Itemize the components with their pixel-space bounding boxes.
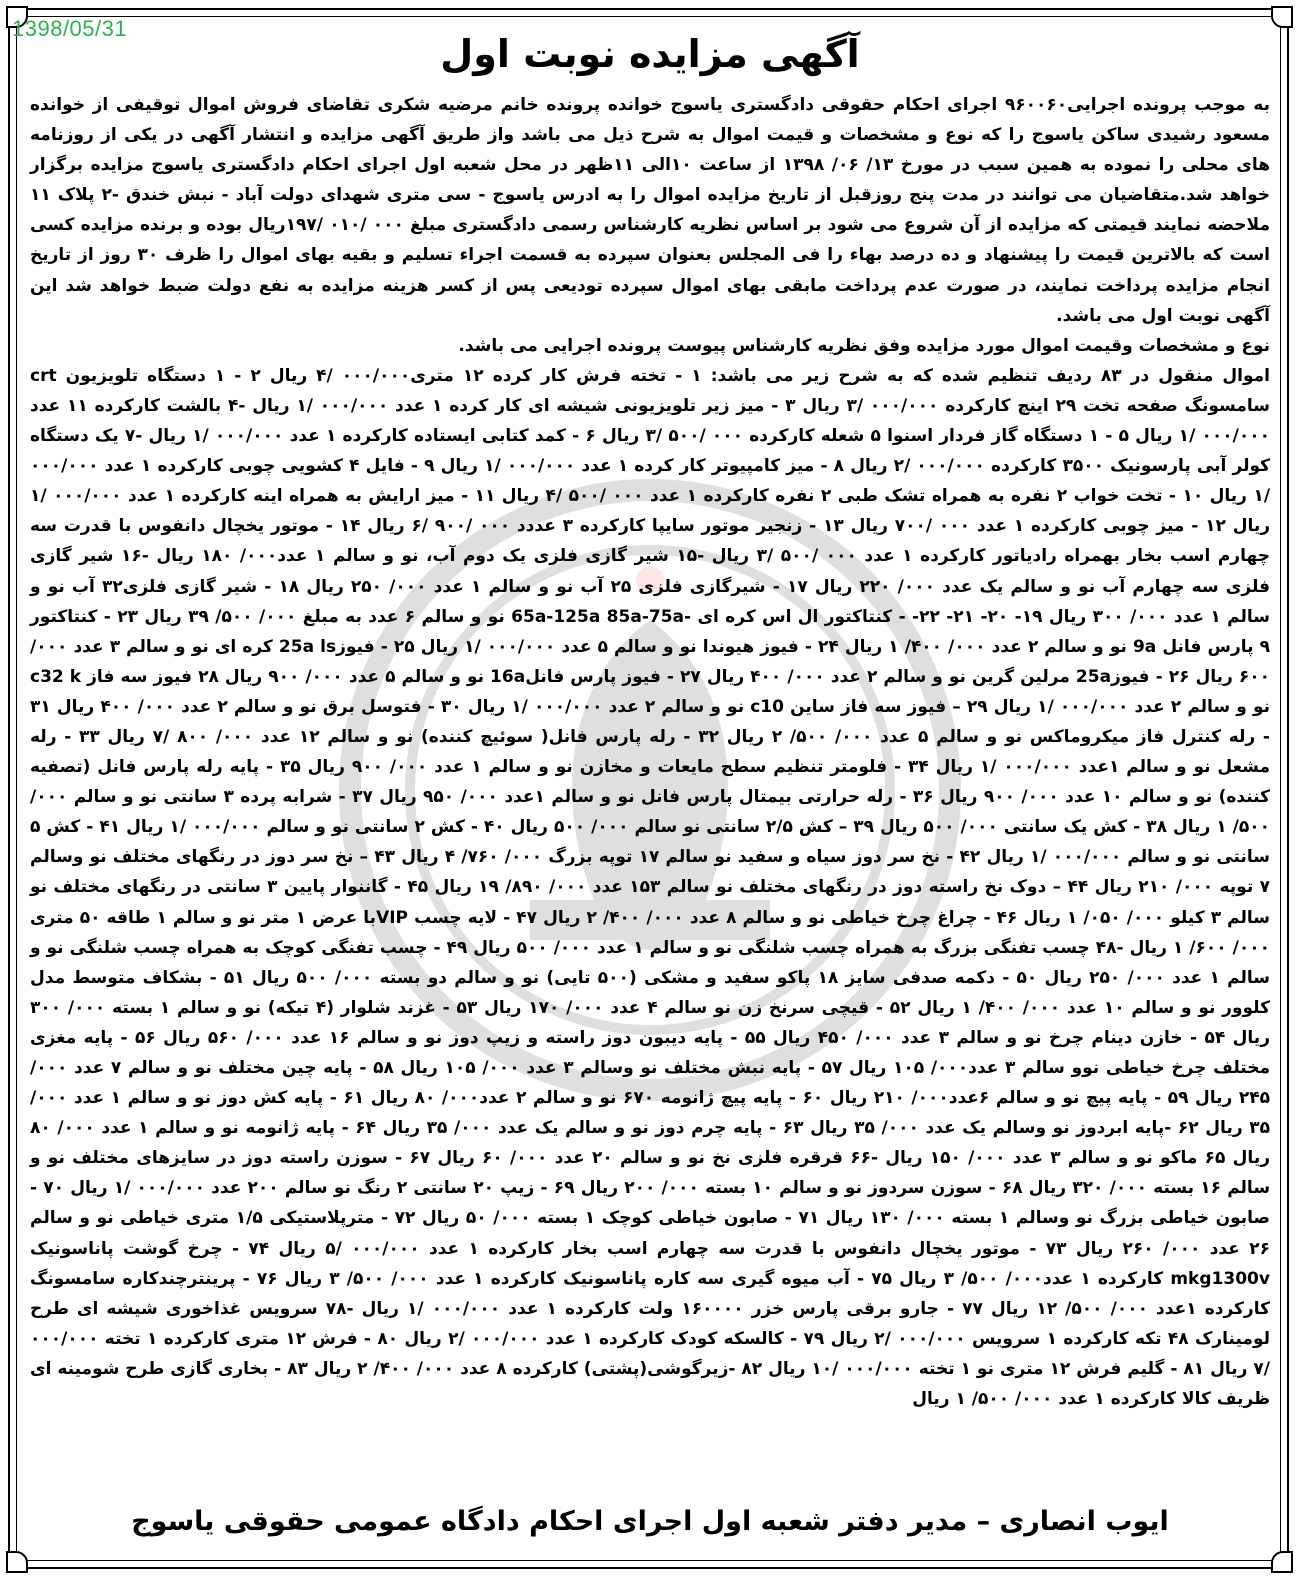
date-stamp: 1398/05/31	[12, 16, 128, 41]
notice-body	[30, 90, 1270, 1414]
page-title: آگهی مزایده نوبت اول	[440, 32, 860, 76]
specs-paragraph: نوع و مشخصات وقیمت اموال مورد مزایده وفق نظریه کارشناس پیوست پرونده اجرایی می باشد.	[458, 335, 1270, 356]
items-paragraph: اموال منقول در ۸۳ ردیف تنظیم شده که به شرح زیر می باشد: ۱ - تخته فرش کار کرده ۱۲ متری۰۰۰/۰۰۰ /۴ ریال ۲ - ۱ دستگاه تلویزیون crt سامسونگ صفحه تخت ۲۹ اینچ کارکرده ۰۰۰/۰۰۰ /۳ ریال ۳ - میز زیر تلویزیونی شیشه ای کار کرده ۱ عدد ۰۰۰/۰۰۰ /۱ ریال -۴ بالشت کارکرده ۱۱ عدد ۰۰۰/۰۰۰ /۱ ریال ۵ - ۱ دستگاه گاز فردار اسنوا ۵ شعله کارکرده ۰۰۰ /۵۰۰ /۳ ریال ۶ - کمد کتابی ایستاده کارکرده ۱ عدد ۰۰۰/۰۰۰ /۱ ریال -۷ یک دستگاه کولر آبی پارسونیک ۳۵۰۰ کارکرده ۰۰۰/۰۰۰ /۲ ریال ۸ - میز کامپیوتر کار کرده ۱ عدد ۰۰۰/۰۰۰ /۱ ریال ۹ - فایل ۴ کشویی چوبی کارکرده ۱ عدد ۰۰۰/۰۰۰ /۱ ریال ۱۰ - تخت خواب ۲ نفره به همراه تشک طبی ۲ نفره کارکرده ۱ عدد ۰۰۰ /۵۰۰ /۴ ریال ۱۱ - میز ارایش به همراه اینه کارکرده ۱ عدد ۰۰۰/۰۰۰ /۱ ریال ۱۲ - میز چوبی کارکرده ۱ عدد ۰۰۰ /۷۰۰ ریال ۱۳ - زنجیر موتور سایپا کارکرده ۳ عددد ۰۰۰ /۹۰۰ /۶ ریال ۱۴ - موتور یخچال دانفوس با قدرت سه چهارم اسب بخار بهمراه رادیاتور کارکرده ۱ عدد ۰۰۰ /۵۰۰ /۳ ریال -۱۵ شیر گازی فلزی یک دوم آب، نو و سالم ۱ عدد۰۰۰/ ۱۸۰ ریال -۱۶ شیر گازی فلزی سه چهارم آب نو و سالم یک عدد ۰۰۰/ ۲۲۰ ریال ۱۷ - شیرگازی فلزی ۲۵ آب نو و سالم ۱ عدد ۰۰۰/ ۲۵۰ ریال ۱۸ - شیر گازی فلزی۳۲ آب نو و سالم ۱ عدد ۰۰۰/ ۳۰۰ ریال ۱۹- ۲۰- ۲۱- ۲۲- - کنتاکتور ال اس کره ای -65a-125a 85a-75a نو و سالم ۶ عدد به مبلغ ۰۰۰/ ۵۰۰/ ۳۹ ریال ۲۳ - کنتاکتور ۹ پارس فانل 9a نو و سالم ۲ عدد ۰۰۰/ ۴۰۰/ ۱ ریال ۲۴ - فیوز هیوندا نو و سالم ۵ عدد ۰۰۰/۰۰۰ /۱ ریال ۲۵ - فیوز25a ls کره ای نو و سالم ۳ عدد ۰۰۰/ ۶۰۰ ریال ۲۶ - فیوز25a مرلین گرین نو و سالم ۲ عدد ۰۰۰/ ۴۰۰ ریال ۲۷ - فیوز پارس فانل16a نو و سالم ۵ عدد ۰۰۰/ ۹۰۰ ریال ۲۸ فیوز سه فاز c32 k نو و سالم ۲ عدد ۰۰۰/۰۰۰ /۱ ریال ۲۹ – فیوز سه فاز ساین c10 نو و سالم ۲ عدد ۰۰۰/۰۰۰ /۱ ریال ۳۰ - فتوسل برق نو و سالم ۲ عدد ۰۰۰/ ۴۰۰ ریال ۳۱ - رله کنترل فاز میکروماکس نو و سالم ۵ عدد ۰۰۰/ ۵۰۰/ ۲ ریال ۳۲ - رله پارس فانل( سوئیچ کننده) نو و سالم ۱۲ عدد ۰۰۰/ ۸۰۰ /۷ ریال ۳۳ - رله مشعل نو و سالم ۱عدد ۰۰۰/۰۰۰ /۱ ریال ۳۴ - فلومتر تنظیم سطح مایعات و مخازن نو و سالم ۱ عدد ۰۰۰/ ۹۰۰ ریال ۳۵ - پایه رله پارس فانل (تصفیه کننده) نو و سالم ۱۰ عدد ۰۰۰/ ۹۰۰ ریال ۳۶ - رله حرارتی بیمتال پارس فانل نو و سالم ۱عدد ۰۰۰/ ۹۵۰ ریال ۳۷ - شرابه پرده ۳ سانتی نو و سالم ۰۰۰/ ۵۰۰/ ۱ ریال ۳۸ - کش یک سانتی ۰۰۰/ ۵۰۰ ریال ۳۹ – کش ۲/۵ سانتی نو سالم ۰۰۰/ ۵۰۰ ریال ۴۰ - کش ۲ سانتی نو و سالم ۰۰۰/۰۰۰ /۱ ریال ۴۱ - کش ۵ سانتی نو و سالم ۰۰۰/۰۰۰ /۱ ریال ۴۲ - نخ سر دوز سیاه و سفید نو سالم ۱۷ توپه بزرگ ۰۰۰/ ۷۶۰/ ۴ ریال ۴۳ – نخ سر دوز در رنگهای مختلف نو وسالم ۷ توپه ۰۰۰/ ۲۱۰ ریال ۴۴ – دوک نخ راسته دوز در رنگهای مختلف نو سالم ۱۵۳ عدد ۰۰۰/ ۸۹۰/ ۱۹ ریال ۴۵ - گاننوار پایین ۳ سانتی در رنگهای مختلف نو سالم ۳ کیلو ۰۰۰/ ۰۵۰/ ۱ ریال ۴۶ - چراغ چرخ خیاطی نو و سالم ۸ عدد ۰۰۰/ ۴۰۰/ ۲ ریال ۴۷ - لایه چسب VIPبا عرض ۱ متر نو و سالم ۱ طاقه ۵۰ متری ۰۰۰/ ۶۰۰/ ۱ ریال -۴۸ چسب تفنگی بزرگ به همراه چسب شلنگی نو و سالم ۱ عدد ۰۰۰/ ۵۰۰ ریال ۴۹ - چسب تفنگی کوچک به همراه چسب شلنگی نو و سالم ۱ عدد ۰۰۰/ ۲۵۰ ریال ۵۰ - دکمه صدفی سایز ۱۸ پاکو سفید و مشکی (۵۰۰ تایی) نو و سالم دو بسته ۰۰۰/ ۵۰۰ ریال ۵۱ - بشکاف متوسط مدل کلوور نو و سالم ۱۰ عدد ۰۰۰/ ۴۰۰/ ۱ ریال ۵۲ - قیچی سرنخ زن نو سالم ۴ عدد ۰۰۰/ ۱۷۰ ریال ۵۳ - غزند شلوار (۴ تیکه) نو و سالم ۱ بسته ۰۰۰/ ۳۰۰ ریال ۵۴ - خازن دینام چرخ نو و سالم ۳ عدد ۰۰۰/ ۴۵۰ ریال ۵۵ - پایه دیبون دوز راسته و زیپ دوز نو و سالم ۱۶ عدد ۰۰۰/ ۵۶۰ ریال ۵۶ - پایه مغزی مختلف چرخ خیاطی نوو سالم ۳ عدد۰۰۰/ ۱۰۵ ریال ۵۷ - پایه نبش مختلف نو وسالم ۳ عدد ۰۰۰/ ۱۰۵ ریال ۵۸ - پایه چین مختلف نو و سالم ۷ عدد ۰۰۰/ ۲۴۵ ریال ۵۹ - پایه پیچ نو و سالم ۶عدد۰۰۰/ ۲۱۰ ریال ۶۰ - پایه پیچ ژانومه ۶۷۰ نو و سالم ۲ عدد۰۰۰/ ۸۰ ریال ۶۱ - پایه کش دوز نو و سالم ۱ عدد ۰۰۰/ ۳۵ ریال ۶۲ -پایه ابردوز نو وسالم یک عدد ۰۰۰/ ۳۵ ریال ۶۳ - پایه چرم دوز نو و سالم یک عدد ۰۰۰/ ۳۵ ریال ۶۴ - پایه ژانومه نو و سالم ۱ عدد ۰۰۰/ ۸۰ ریال ۶۵ ماکو نو و سالم ۳ عدد ۰۰۰/ ۱۵۰ ریال -۶۶ قرقره فلزی نخ نو و سالم ۲۰ عدد ۰۰۰/ ۶۰ ریال ۶۷ - سوزن راسته دوز در سایزهای مختلف نو و سالم ۱۶ بسته ۰۰۰/ ۳۲۰ ریال ۶۸ - سوزن سردوز نو و سالم ۱۰ بسته ۰۰۰/ ۲۰۰ ریال ۶۹ - زیپ ۲۰ سانتی ۲ رنگ نو سالم ۲۰۰ عدد ۰۰۰/۰۰۰ /۱ ریال ۷۰ - صابون خیاطی بزرگ نو وسالم ۱ بسته ۰۰۰/ ۱۳۰ ریال ۷۱ - صابون خیاطی کوچک ۱ بسته ۰۰۰/ ۵۰ ریال ۷۲ - مترپلاستیکی ۱/۵ متری خیاطی نو و سالم ۲۶ عدد ۰۰۰/ ۲۶۰ ریال ۷۳ - موتور یخچال دانفوس با قدرت سه چهارم اسب بخار کارکرده ۱ عدد ۰۰۰/۰۰۰ /۵ ریال ۷۴ - چرخ گوشت پاناسونیک mkg1300v کارکرده ۱ عدد۰۰۰/ ۵۰۰/ ۳ ریال ۷۵ - آب میوه گیری سه کاره پاناسونیک کارکرده ۱ عدد ۰۰۰/ ۵۰۰/ ۳ ریال ۷۶ - پرینترچندکاره سامسونگ کارکرده ۱عدد ۰۰۰/ ۵۰۰/ ۱۲ ریال ۷۷ - جارو برقی پارس خزر ۱۶۰۰۰۰ ولت کارکرده ۱ عدد ۰۰۰/۰۰۰ /۱ ریال -۷۸ سرویس غذاخوری شیشه ای طرح لومینارک ۴۸ تکه کارکرده ۱ سرویس ۰۰۰/۰۰۰ /۲ ریال ۷۹ - کالسکه کودک کارکرده ۱ عدد ۰۰۰/۰۰۰ /۲ ریال ۸۰ - فرش ۱۲ متری کارکرده ۱ تخته ۰۰۰/۰۰۰ /۷ ریال ۸۱ - گلیم فرش ۱۲ متری نو ۱ تخته ۰۰۰/۰۰۰ /۱۰ ریال ۸۲ -زیرگوشی(پشتی) کارکرده ۸ عدد ۰۰۰/ ۴۰۰/ ۲ ریال ۸۳ - بخاری گازی طرح شومینه ای ظریف کالا کارکرده ۱ عدد ۰۰۰/ ۵۰۰/ ۱ ریال	[30, 365, 1271, 1410]
corner-ornament	[1271, 6, 1293, 28]
signature-line: ایوب انصاری – مدیر دفتر شعبه اول اجرای احکام دادگاه عمومی حقوقی یاسوج	[131, 1506, 1169, 1537]
corner-ornament	[1271, 1551, 1293, 1573]
corner-ornament	[6, 1551, 28, 1573]
intro-paragraph: به موجب پرونده اجرایی۹۶۰۰۶۰ اجرای احکام حقوقی دادگستری یاسوج خوانده پرونده خانم مرضیه شکری تقاضای فروش اموال توقیفی از خوانده مسعود رشیدی ساکن یاسوج را که نوع و مشخصات و قیمت اموال به شرح ذیل می باشد واز طریق آگهی مزایده و انتشار آگهی در یکی از روزنامه های محلی را نموده به همین سبب در مورخ ۱۳/ ۰۶/ ۱۳۹۸ از ساعت ۱۰الی ۱۱ظهر در محل شعبه اول اجرای احکام دادگستری یاسوج مزایده برگزار خواهد شد.متقاضیان می توانند در مدت پنج روزقبل از تاریخ مزایده اموال را به ادرس یاسوج - سی متری شهدای دولت آباد - نبش خندق -۲ پلاک ۱۱ ملاحضه نمایند قیمتی که مزایده از آن شروع می شود بر اساس نظریه کارشناس رسمی دادگستری مبلغ ۰۰۰ /۰۱۰ /۱۹۷ریال بوده و برنده مزایده کسی است که بالاترین قیمت را پیشنهاد و ده درصد بهاء را فی المجلس بعنوان سپرده به قسمت اجراء تسلیم و بقیه بهای اموال را ظرف ۳۰ روز از تاریخ انجام مزایده پرداخت نمایند، در صورت عدم پرداخت مابقی بهای اموال سپرده تودیعی پس از کسر هزینه مزایده به نفع دولت ضبط خواهد شد این آگهی نوبت اول می باشد.	[30, 95, 1271, 326]
notice-content	[30, 26, 1270, 1414]
